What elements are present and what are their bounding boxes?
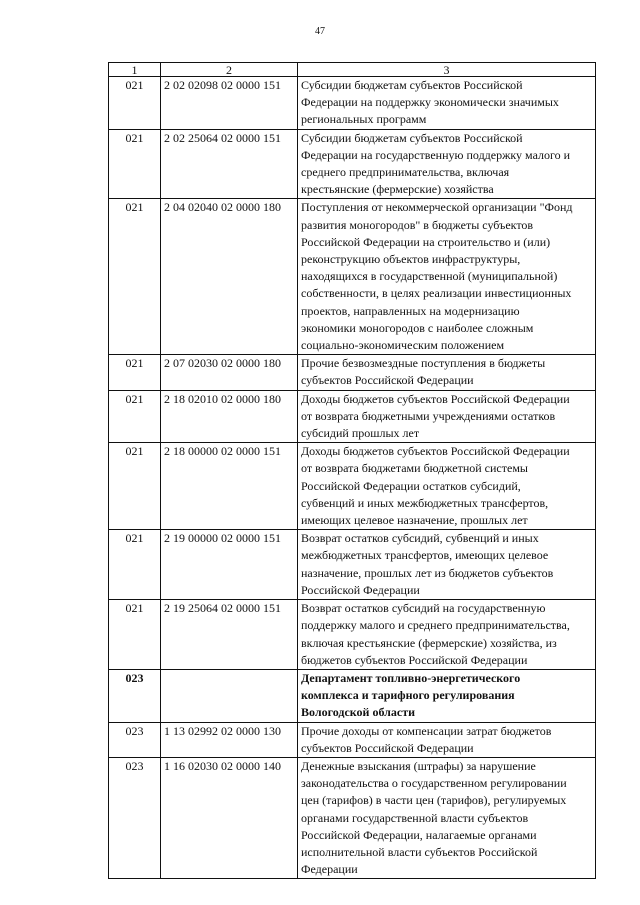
revenue-code-cell: 2 18 00000 02 0000 151 [161,443,298,530]
header-col-1: 1 [109,63,161,77]
admin-code-cell: 023 [109,722,161,757]
description-line: Возврат остатков субсидий, субвенций и иных [301,531,539,546]
description-line: органами государственной власти субъектов [301,810,529,825]
description-line: собственности, в целях реализации инвестиционных [301,286,572,301]
table-row [109,443,596,530]
description-line: назначение, прошлых лет из бюджетов субъектов [301,565,554,580]
revenue-description-cell [298,355,596,390]
description-line: бюджетов субъектов Российской Федерации [301,652,528,667]
admin-code-cell: 021 [109,443,161,530]
description-line: Субсидии бюджетам субъектов Российской [301,78,523,92]
description-line: Российской Федерации остатков субсидий, [301,478,521,493]
description-line: развития моногородов" в бюджеты субъектов [301,217,534,232]
description-line: Департамент топливно-энергетического [301,670,521,685]
description-line: поддержку малого и среднего предпринимательства, [301,618,570,633]
revenue-description-cell [298,530,596,600]
admin-code-cell: 021 [109,530,161,600]
description-line: субвенций и иных межбюджетных трансфертов, [301,495,549,510]
table-row [109,722,596,757]
description-line: Российской Федерации на строительство и (или) [301,234,551,249]
header-col-2: 2 [161,63,298,77]
revenue-code-cell: 2 02 25064 02 0000 151 [161,129,298,199]
description-line: субъектов Российской Федерации [301,373,474,388]
description-line: законодательства о государственном регулировании [301,776,567,791]
admin-code-cell: 021 [109,355,161,390]
table-body [109,63,596,879]
description-line: Поступления от некоммерческой организации "Фонд [301,200,573,215]
description-line: от возврата бюджетами бюджетной системы [301,461,528,476]
description-line: от возврата бюджетными учреждениями остатков [301,408,556,423]
revenue-description-cell [298,199,596,355]
description-line: Прочие безвозмездные поступления в бюджеты [301,356,546,371]
description-line: межбюджетных трансфертов, имеющих целевое [301,548,549,563]
table-row [109,77,596,130]
description-line: комплекса и тарифного регулирования [301,688,515,703]
revenue-code-cell [161,669,298,722]
revenue-codes-table [108,62,596,879]
table-row [109,199,596,355]
description-line: социально-экономическим положением [301,338,505,353]
admin-code-cell: 021 [109,600,161,670]
table-row [109,390,596,443]
description-line: Доходы бюджетов субъектов Российской Федерации [301,444,570,459]
revenue-code-cell: 2 19 00000 02 0000 151 [161,530,298,600]
table-row [109,600,596,670]
revenue-code-cell: 2 04 02040 02 0000 180 [161,199,298,355]
description-line: Федерации на государственную поддержку малого и [301,147,571,162]
revenue-description-cell [298,77,596,130]
admin-code-cell: 021 [109,390,161,443]
description-line: Российской Федерации [301,582,420,597]
revenue-code-cell: 2 18 02010 02 0000 180 [161,390,298,443]
page-number: 47 [315,26,325,37]
admin-code-cell: 023 [109,669,161,722]
revenue-description-cell [298,669,596,722]
description-line: Денежные взыскания (штрафы) за нарушение [301,758,536,773]
admin-code-cell: 023 [109,757,161,878]
description-line: Федерации [301,862,358,877]
description-line: исполнительной власти субъектов Российской [301,844,538,859]
revenue-description-cell [298,129,596,199]
table-section-row [109,669,596,722]
description-line: Вологодской области [301,705,416,720]
description-line: Доходы бюджетов субъектов Российской Федерации [301,391,570,406]
table-row [109,355,596,390]
revenue-description-cell [298,390,596,443]
description-line: имеющих целевое назначение, прошлых лет [301,513,528,528]
description-line: проектов, направленных на модернизацию [301,303,520,318]
table-header-row [109,63,596,77]
description-line: крестьянские (фермерские) хозяйства [301,182,494,197]
description-line: реконструкцию объектов инфраструктуры, [301,252,521,267]
revenue-description-cell [298,443,596,530]
revenue-code-cell: 1 13 02992 02 0000 130 [161,722,298,757]
description-line: среднего предпринимательства, включая [301,165,510,180]
description-line: субъектов Российской Федерации [301,740,474,755]
revenue-code-cell: 2 02 02098 02 0000 151 [161,77,298,130]
description-line: Прочие доходы от компенсации затрат бюджетов [301,723,552,738]
admin-code-cell: 021 [109,129,161,199]
description-line: Российской Федерации, налагаемые органами [301,827,537,842]
revenue-code-cell: 1 16 02030 02 0000 140 [161,757,298,878]
description-line: цен (тарифов) в части цен (тарифов), регулируемых [301,793,567,808]
description-line: Федерации на поддержку экономически значимых [301,95,559,110]
table-row [109,129,596,199]
description-line: субсидий прошлых лет [301,426,420,441]
revenue-code-cell: 2 07 02030 02 0000 180 [161,355,298,390]
admin-code-cell: 021 [109,77,161,130]
description-line: региональных программ [301,112,427,127]
description-line: находящихся в государственной (муниципальной) [301,269,558,284]
revenue-description-cell [298,757,596,878]
description-line: Субсидии бюджетам субъектов Российской [301,130,523,145]
header-col-3: 3 [298,63,596,77]
table-row [109,757,596,878]
description-line: Возврат остатков субсидий на государственную [301,601,546,616]
admin-code-cell: 021 [109,199,161,355]
revenue-code-cell: 2 19 25064 02 0000 151 [161,600,298,670]
revenue-description-cell [298,722,596,757]
description-line: экономики моногородов с наиболее сложным [301,320,534,335]
table-row [109,530,596,600]
revenue-description-cell [298,600,596,670]
description-line: включая крестьянские (фермерские) хозяйства, из [301,635,557,650]
